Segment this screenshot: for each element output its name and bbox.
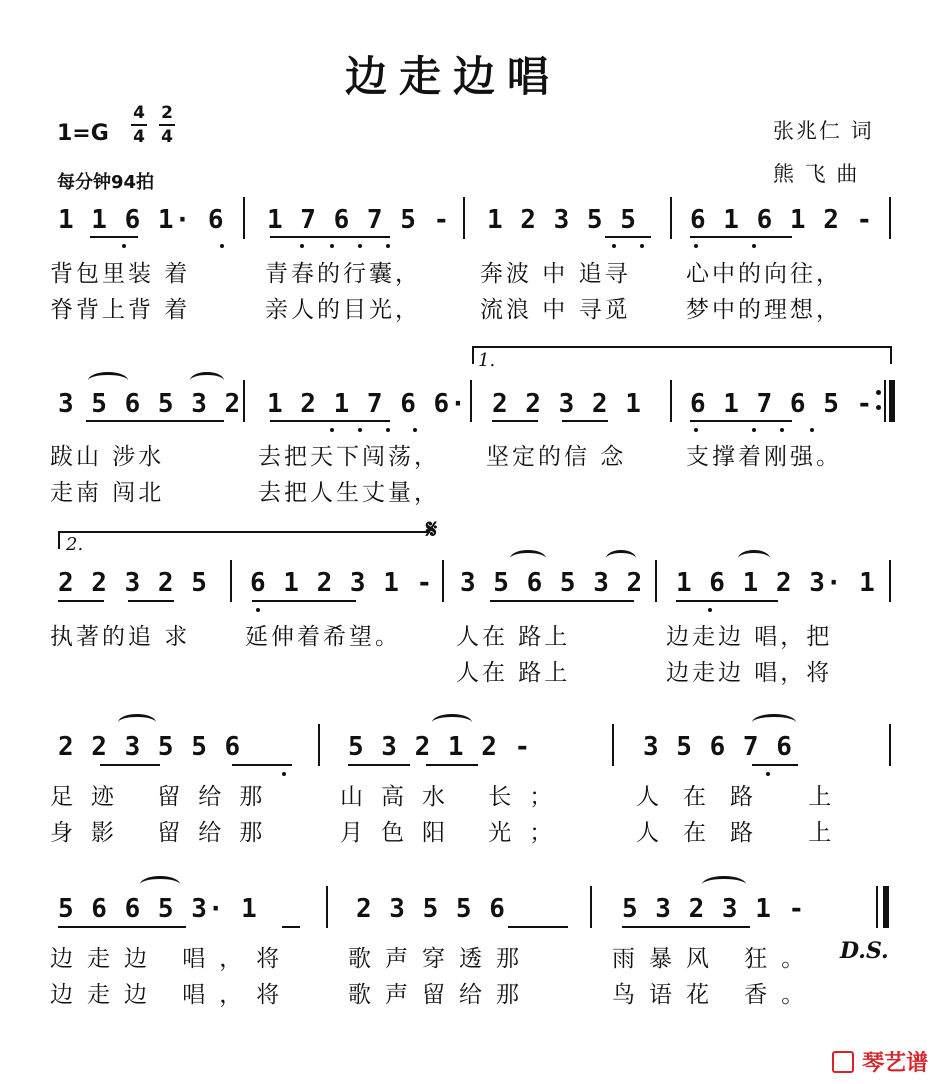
row5-measure2-notes: 2 3 5 5 6: [356, 894, 506, 924]
barline: [318, 724, 320, 766]
row5-lyrics1-m1: 边走边 唱，将: [50, 946, 294, 972]
barline: [470, 380, 472, 422]
row3-measure4-notes: 1 6 1 2 3· 1: [676, 568, 876, 598]
slur: [190, 372, 224, 389]
row3-lyrics2-m4: 边走边 唱，将: [666, 660, 833, 686]
row1-lyrics2-m4: 梦中的理想，: [686, 297, 842, 323]
barline: [230, 560, 232, 602]
barline: [463, 197, 465, 239]
low-octave-dot: [752, 244, 756, 248]
slur: [606, 550, 636, 567]
low-octave-dot: [780, 428, 784, 432]
note-underline: [58, 600, 104, 602]
note-underline: [348, 764, 410, 766]
low-octave-dot: [640, 244, 644, 248]
low-octave-dot: [766, 772, 770, 776]
row3-lyrics1-m4: 边走边 唱，把: [666, 624, 833, 650]
note-underline: [605, 236, 651, 238]
volta-2-label: 2.: [66, 534, 84, 555]
volta-1-bracket: [472, 346, 879, 364]
time-sig-2-line: [159, 124, 175, 126]
low-octave-dot: [330, 244, 334, 248]
low-octave-dot: [708, 608, 712, 612]
note-underline: [492, 420, 538, 422]
low-octave-dot: [122, 244, 126, 248]
row3-measure2-notes: 6 1 2 3 1 -: [250, 568, 434, 598]
low-octave-dot: [413, 428, 417, 432]
low-octave-dot: [694, 244, 698, 248]
low-octave-dot: [300, 244, 304, 248]
note-underline: [690, 236, 792, 238]
row1-lyrics1-m1: 背包里装 着: [50, 261, 191, 287]
time-sig-2-den: 4: [161, 127, 173, 147]
low-octave-dot: [386, 244, 390, 248]
barline: [243, 197, 245, 239]
segno-sign: 𝄋: [426, 515, 438, 545]
barline: [670, 380, 672, 422]
note-underline: [752, 764, 798, 766]
note-underline: [270, 236, 390, 238]
barline: [889, 560, 891, 602]
row2-lyrics1-m3: 坚定的信 念: [486, 444, 627, 470]
row4-lyrics2-m1: 身影 留给那: [50, 820, 281, 846]
row1-measure3-notes: 1 2 3 5 5: [487, 205, 637, 235]
low-octave-dot: [220, 244, 224, 248]
volta-1-label: 1.: [478, 350, 496, 371]
row4-measure2-notes: 5 3 2 1 2 -: [348, 732, 532, 762]
row1-lyrics2-m2: 亲人的目光，: [265, 297, 421, 323]
slur: [702, 876, 746, 893]
row4-lyrics1-m3: 人在路 上: [636, 784, 856, 810]
row2-measure3-notes: 2 2 3 2 1: [492, 389, 642, 419]
slur: [752, 714, 796, 731]
note-underline: [622, 926, 750, 928]
row1-lyrics2-m1: 脊背上背 着: [50, 297, 191, 323]
low-octave-dot: [694, 428, 698, 432]
time-sig-1-num: 4: [133, 103, 145, 123]
row3-lyrics1-m2: 延伸着希望。: [245, 624, 401, 650]
dal-segno-marking: D.S.: [840, 938, 889, 964]
slur: [432, 714, 472, 731]
low-octave-dot: [358, 244, 362, 248]
slur: [140, 876, 180, 893]
barline: [590, 886, 592, 928]
row1-lyrics1-m2: 青春的行囊，: [265, 261, 421, 287]
low-octave-dot: [330, 428, 334, 432]
tempo-marking: 每分钟94拍: [57, 172, 155, 193]
row5-measure1-notes: 5 6 6 5 3· 1: [58, 894, 258, 924]
row2-lyrics1-m4: 支撑着刚强。: [686, 444, 842, 470]
note-underline: [676, 600, 778, 602]
lyricist-credit: 张兆仁 词: [773, 119, 874, 143]
note-underline: [128, 600, 174, 602]
barline: [442, 560, 444, 602]
row4-lyrics2-m3: 人在路 上: [636, 820, 856, 846]
low-octave-dot: [752, 428, 756, 432]
barline: [243, 380, 245, 422]
row2-lyrics1-m1: 跋山 涉水: [50, 444, 165, 470]
song-title: 边走边唱: [345, 52, 562, 101]
barline: [655, 560, 657, 602]
row4-lyrics2-m2: 月色阳 光；: [340, 820, 571, 846]
low-octave-dot: [612, 244, 616, 248]
time-sig-1-line: [131, 124, 147, 126]
row5-lyrics2-m3: 鸟语花 香。: [612, 982, 819, 1008]
row1-measure1-notes: 1 1 6 1· 6: [58, 205, 225, 235]
time-sig-1-den: 4: [133, 127, 145, 147]
row3-lyrics1-m3: 人在 路上: [456, 624, 571, 650]
logo-text: 琴艺谱: [862, 1051, 929, 1076]
note-underline: [690, 420, 792, 422]
row1-lyrics1-m4: 心中的向往，: [686, 261, 842, 287]
row2-lyrics2-m1: 走南 闯北: [50, 480, 165, 506]
note-underline: [282, 926, 300, 928]
time-sig-2-num: 2: [161, 103, 173, 123]
low-octave-dot: [386, 428, 390, 432]
row1-measure2-notes: 1 7 6 7 5 -: [267, 205, 451, 235]
final-barline-thick: [883, 886, 889, 928]
repeat-barline-thick: [889, 380, 895, 422]
volta-1-bracket-end: [872, 346, 892, 364]
row3-lyrics1-m1: 执著的追 求: [50, 624, 191, 650]
note-underline: [562, 420, 608, 422]
row4-measure3-notes: 3 5 6 7 6: [643, 732, 793, 762]
row3-measure1-notes: 2 2 3 2 5: [58, 568, 208, 598]
note-underline: [490, 600, 634, 602]
row3-measure3-notes: 3 5 6 5 3 2: [460, 568, 644, 598]
row5-lyrics1-m3: 雨暴风 狂。: [612, 946, 819, 972]
row2-lyrics1-m2: 去把天下闯荡，: [258, 444, 440, 470]
row1-lyrics1-m3: 奔波 中 追寻: [480, 261, 631, 287]
barline: [612, 724, 614, 766]
logo-icon: [832, 1051, 854, 1073]
note-underline: [58, 926, 186, 928]
row1-lyrics2-m3: 流浪 中 寻觅: [480, 297, 631, 323]
note-underline: [90, 236, 138, 238]
low-octave-dot: [810, 428, 814, 432]
row1-measure4-notes: 6 1 6 1 2 -: [690, 205, 874, 235]
row3-lyrics2-m3: 人在 路上: [456, 660, 571, 686]
slur: [88, 372, 128, 389]
row2-lyrics2-m2: 去把人生丈量，: [258, 480, 440, 506]
barline: [326, 886, 328, 928]
row5-measure3-notes: 5 3 2 3 1 -: [622, 894, 806, 924]
low-octave-dot: [358, 428, 362, 432]
row4-lyrics1-m2: 山高水 长；: [340, 784, 571, 810]
slur: [738, 550, 770, 567]
row4-measure1-notes: 2 2 3 5 5 6: [58, 732, 242, 762]
slur: [118, 714, 156, 731]
row5-lyrics1-m2: 歌声穿透那: [348, 946, 533, 972]
note-underline: [232, 764, 292, 766]
note-underline: [426, 764, 478, 766]
row4-lyrics1-m1: 足迹 留给那: [50, 784, 281, 810]
note-underline: [270, 420, 390, 422]
row5-lyrics2-m1: 边走边 唱，将: [50, 982, 294, 1008]
slur: [510, 550, 546, 567]
repeat-dot: [876, 405, 881, 410]
row5-lyrics2-m2: 歌声留给那: [348, 982, 533, 1008]
barline: [889, 724, 891, 766]
repeat-dot: [876, 390, 881, 395]
note-underline: [252, 600, 356, 602]
row2-measure4-notes: 6 1 7 6 5 -: [690, 389, 874, 419]
row2-measure1-notes: 3 5 6 5 3 2: [58, 389, 242, 419]
low-octave-dot: [282, 772, 286, 776]
note-underline: [100, 764, 160, 766]
barline: [889, 197, 891, 239]
composer-credit: 熊 飞 曲: [773, 162, 860, 186]
row2-measure2-notes: 1 2 1 7 6 6·: [267, 389, 467, 419]
final-barline-thin: [876, 886, 878, 928]
barline: [670, 197, 672, 239]
volta-2-bracket: [58, 531, 430, 549]
note-underline: [508, 926, 568, 928]
repeat-barline-thin: [884, 380, 886, 422]
key-signature: 1=G: [57, 121, 109, 146]
note-underline: [86, 420, 224, 422]
site-logo: [832, 1046, 928, 1077]
low-octave-dot: [256, 608, 260, 612]
